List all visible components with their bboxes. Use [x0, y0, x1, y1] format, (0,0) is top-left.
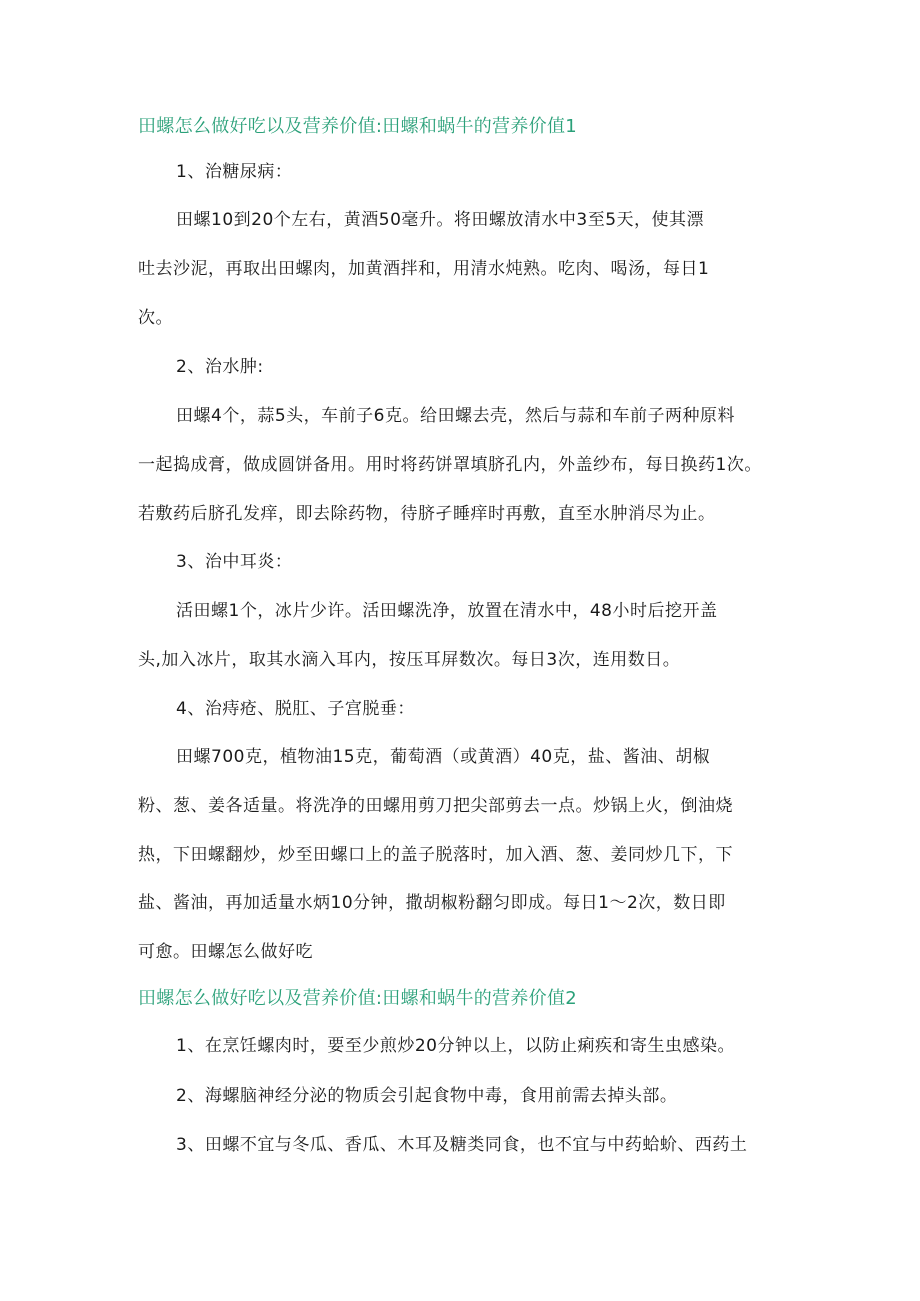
paragraph-line: 可愈。田螺怎么做好吃: [138, 942, 313, 962]
subsection-title-otitis: 3、治中耳炎：: [176, 552, 293, 572]
section-heading-2: 田螺怎么做好吃以及营养价值:田螺和蜗牛的营养价值2: [138, 988, 578, 1009]
paragraph-line: 盐、酱油，再加适量水炳10分钟，撒胡椒粉翻匀即成。每日1～2次，数日即: [138, 893, 726, 913]
paragraph-line: 热，下田螺翻炒，炒至田螺口上的盖子脱落时，加入酒、葱、姜同炒几下，下: [138, 845, 733, 865]
list-item: 2、海螺脑神经分泌的物质会引起食物中毒，食用前需去掉头部。: [176, 1086, 678, 1106]
paragraph-line: 一起捣成膏，做成圆饼备用。用时将药饼罩填脐孔内，外盖纱布，每日换药1次。: [138, 455, 762, 475]
list-item: 3、田螺不宜与冬瓜、香瓜、木耳及糖类同食，也不宜与中药蛤蚧、西药土: [176, 1135, 748, 1155]
paragraph-line: 若敷药后脐孔发痒，即去除药物，待脐孑睡痒时再敷，直至水肿消尽为止。: [138, 504, 716, 524]
paragraph-line: 活田螺1个，冰片少许。活田螺洗净，放置在清水中，48小时后挖开盖: [176, 601, 718, 621]
paragraph-line: 田螺700克，植物油15克，葡萄酒（或黄酒）40克，盐、酱油、胡椒: [176, 747, 711, 767]
paragraph-line: 头,加入冰片，取其水滴入耳内，按压耳屏数次。每日3次，连用数日。: [138, 650, 681, 670]
section-heading-1: 田螺怎么做好吃以及营养价值:田螺和蜗牛的营养价值1: [138, 116, 578, 137]
subsection-title-diabetes: 1、治糖尿病：: [176, 162, 293, 182]
paragraph-line: 吐去沙泥，再取出田螺肉，加黄酒拌和，用清水炖熟。吃肉、喝汤，每日1: [138, 259, 710, 279]
paragraph-line: 田螺10到20个左右，黄酒50毫升。将田螺放清水中3至5天，使其漂: [176, 210, 705, 230]
paragraph-line: 次。: [138, 308, 173, 328]
subsection-title-hemorrhoids: 4、治痔疮、脱肛、子宫脱垂：: [176, 699, 415, 719]
subsection-title-edema: 2、治水肿:: [176, 357, 264, 377]
list-item: 1、在烹饪螺肉时，要至少煎炒20分钟以上，以防止痢疾和寄生虫感染。: [176, 1036, 735, 1056]
paragraph-line: 田螺4个，蒜5头，车前子6克。给田螺去壳，然后与蒜和车前子两种原料: [176, 406, 735, 426]
paragraph-line: 粉、葱、姜各适量。将洗净的田螺用剪刀把尖部剪去一点。炒锅上火，倒油烧: [138, 796, 733, 816]
